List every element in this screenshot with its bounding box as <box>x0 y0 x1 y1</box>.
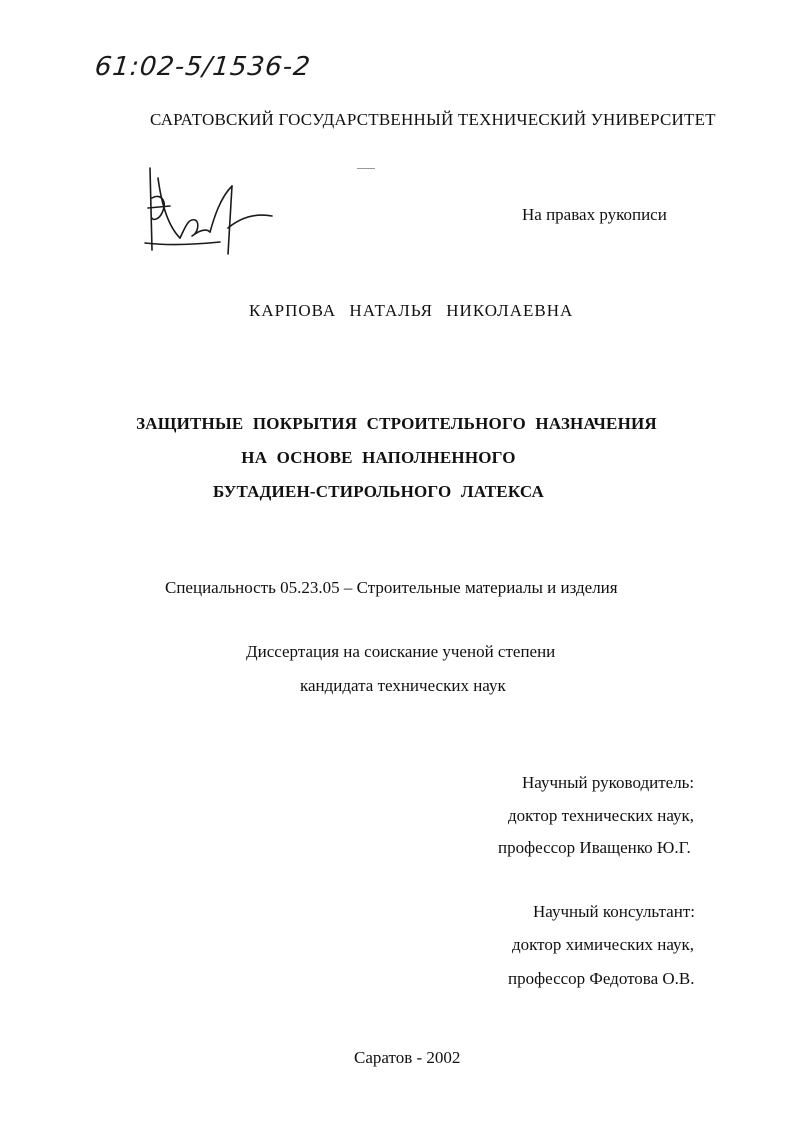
rights-note: На правах рукописи <box>522 205 667 224</box>
divider-mark <box>357 168 375 169</box>
consultant-name: профессор Федотова О.В. <box>508 969 695 988</box>
dissertation-line-2: кандидата технических наук <box>300 676 506 695</box>
supervisor-degree: доктор технических наук, <box>508 806 695 825</box>
author-name: КАРПОВА НАТАЛЬЯ НИКОЛАЕВНА <box>249 301 574 320</box>
supervisor-name: профессор Иващенко Ю.Г. <box>498 838 691 857</box>
supervisor-role: Научный руководитель: <box>522 773 695 792</box>
thesis-title-line-2: НА ОСНОВЕ НАПОЛНЕННОГО <box>241 448 516 467</box>
signature-image <box>140 158 280 258</box>
thesis-title-line-1: ЗАЩИТНЫЕ ПОКРЫТИЯ СТРОИТЕЛЬНОГО НАЗНАЧЕНИЯ <box>136 414 657 433</box>
thesis-title-line-3: БУТАДИЕН-СТИРОЛЬНОГО ЛАТЕКСА <box>212 482 545 501</box>
dissertation-line-1: Диссертация на соискание ученой степени <box>246 642 556 661</box>
city-year: Саратов - 2002 <box>354 1048 461 1067</box>
consultant-role: Научный консультант: <box>533 902 695 921</box>
consultant-degree: доктор химических наук, <box>512 935 695 954</box>
university-name: САРАТОВСКИЙ ГОСУДАРСТВЕННЫЙ ТЕХНИЧЕСКИЙ УНИВЕРСИТЕТ <box>150 110 716 129</box>
archive-code: 61:02-5/1536-2 <box>93 52 313 82</box>
specialty: Специальность 05.23.05 – Строительные материалы и изделия <box>165 578 618 597</box>
